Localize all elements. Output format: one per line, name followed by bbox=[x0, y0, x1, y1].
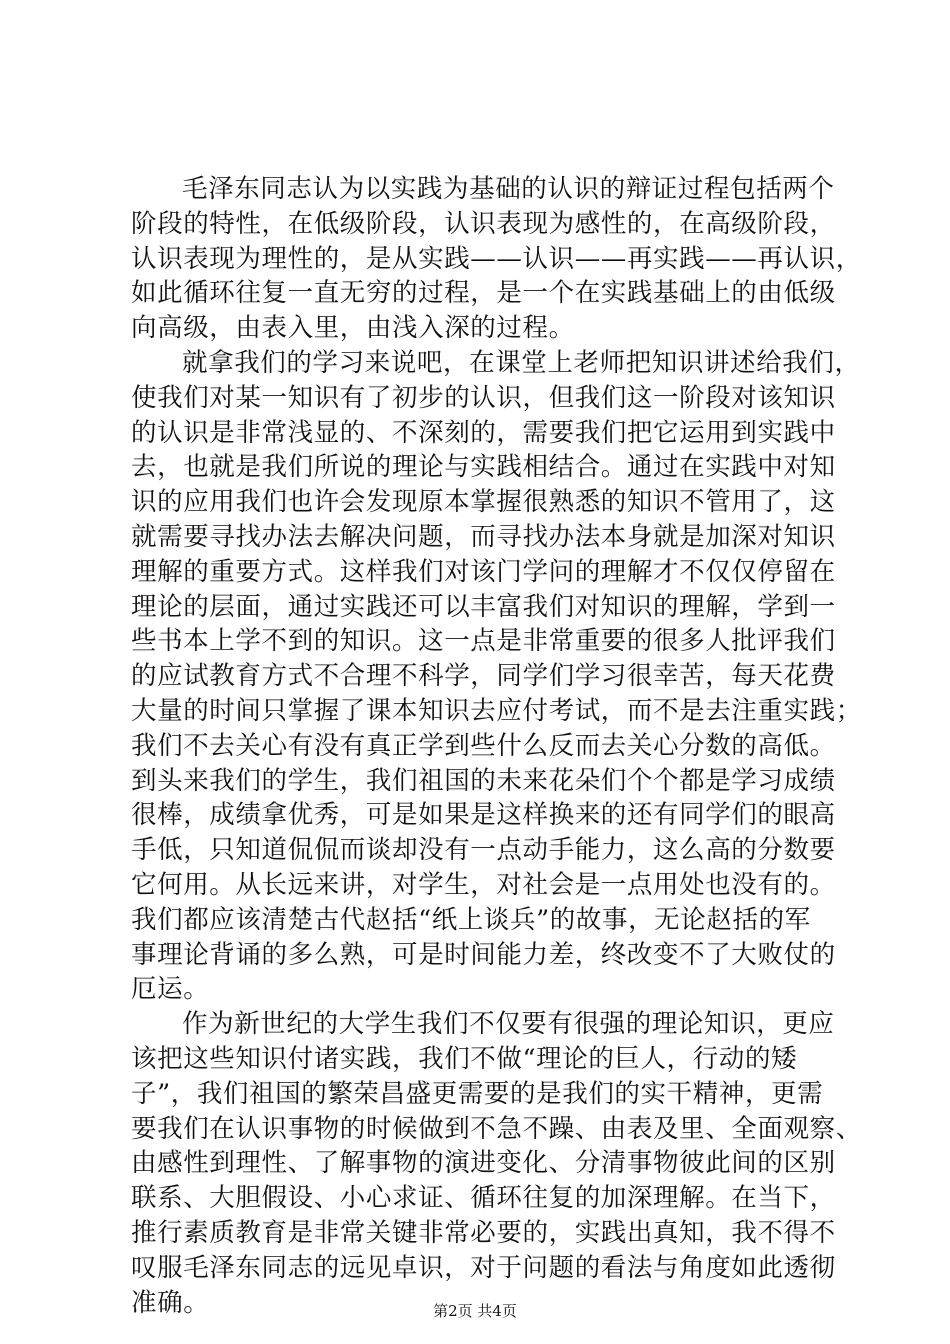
paragraph-3-line-8: 叹服毛泽东同志的远见卓识，对于问题的看法与角度如此透彻 bbox=[131, 1252, 836, 1283]
paragraph-2-line-12: 我们不去关心有没有真正学到些什么反而去关心分数的高低。 bbox=[131, 730, 836, 761]
paragraph-1-line-4: 如此循环往复一直无穷的过程，是一个在实践基础上的由低级 bbox=[131, 278, 836, 309]
paragraph-3-line-5: 由感性到理性、了解事物的演进变化、分清事物彼此间的区别 bbox=[131, 1148, 836, 1179]
paragraph-2-line-16: 它何用。从长远来讲，对学生，对社会是一点用处也没有的。 bbox=[131, 869, 836, 900]
paragraph-3-line-2: 该把这些知识付诸实践，我们不做“理论的巨人，行动的矮 bbox=[131, 1043, 798, 1074]
paragraph-2-line-3: 的认识是非常浅显的、不深刻的，需要我们把它运用到实践中 bbox=[131, 417, 836, 448]
paragraph-2-line-17: 我们都应该清楚古代赵括“纸上谈兵”的故事，无论赵括的军 bbox=[131, 904, 811, 935]
paragraph-1-line-3: 认识表现为理性的，是从实践——认识——再实践——再认识， bbox=[131, 243, 862, 274]
paragraph-2-line-6: 就需要寻找办法去解决问题，而寻找办法本身就是加深对知识 bbox=[131, 521, 836, 552]
paragraph-2-line-14: 很棒，成绩拿优秀，可是如果是这样换来的还有同学们的眼高 bbox=[131, 800, 836, 831]
body-text bbox=[131, 172, 862, 1320]
paragraph-2-line-10: 的应试教育方式不合理不科学，同学们学习很幸苦，每天花费 bbox=[131, 661, 836, 692]
paragraph-1-line-5: 向高级，由表入里，由浅入深的过程。 bbox=[131, 313, 575, 344]
paragraph-2-line-1: 就拿我们的学习来说吧，在课堂上老师把知识讲述给我们， bbox=[182, 347, 861, 378]
paragraph-2-line-9: 些书本上学不到的知识。这一点是非常重要的很多人批评我们 bbox=[131, 626, 836, 657]
paragraph-2-line-2: 使我们对某一知识有了初步的认识，但我们这一阶段对该知识 bbox=[131, 382, 836, 413]
paragraph-2-line-4: 去，也就是我们所说的理论与实践相结合。通过在实践中对知 bbox=[131, 452, 836, 483]
paragraph-3-line-1: 作为新世纪的大学生我们不仅要有很强的理论知识，更应 bbox=[182, 1009, 835, 1040]
paragraph-1-line-2: 阶段的特性，在低级阶段，认识表现为感性的，在高级阶段， bbox=[131, 208, 836, 239]
paragraph-3-line-6: 联系、大胆假设、小心求证、循环往复的加深理解。在当下， bbox=[131, 1183, 836, 1214]
paragraph-3-line-9: 准确。 bbox=[131, 1287, 210, 1318]
paragraph-2-line-13: 到头来我们的学生，我们祖国的未来花朵们个个都是学习成绩 bbox=[131, 765, 836, 796]
paragraph-2-line-15: 手低，只知道侃侃而谈却没有一点动手能力，这么高的分数要 bbox=[131, 835, 836, 866]
paragraph-1-line-1: 毛泽东同志认为以实践为基础的认识的辩证过程包括两个 bbox=[182, 174, 835, 204]
paragraph-2-line-11: 大量的时间只掌握了课本知识去应付考试，而不是去注重实践； bbox=[131, 695, 862, 726]
paragraph-3-line-4: 要我们在认识事物的时候做到不急不躁、由表及里、全面观察、 bbox=[131, 1113, 862, 1144]
paragraph-2-line-7: 理解的重要方式。这样我们对该门学问的理解才不仅仅停留在 bbox=[131, 556, 836, 587]
page-number-footer: 第2页 共4页 bbox=[433, 1302, 517, 1320]
paragraph-3-line-7: 推行素质教育是非常关键非常必要的，实践出真知，我不得不 bbox=[131, 1217, 836, 1248]
paragraph-2-line-19: 厄运。 bbox=[131, 974, 210, 1005]
paragraph-3-line-3: 子”，我们祖国的繁荣昌盛更需要的是我们的实干精神，更需 bbox=[131, 1078, 824, 1109]
paragraph-2-line-18: 事理论背诵的多么熟，可是时间能力差，终改变不了大败仗的 bbox=[131, 939, 836, 970]
paragraph-2-line-8: 理论的层面，通过实践还可以丰富我们对知识的理解，学到一 bbox=[131, 591, 836, 622]
paragraph-2-line-5: 识的应用我们也许会发现原本掌握很熟悉的知识不管用了，这 bbox=[131, 487, 836, 518]
